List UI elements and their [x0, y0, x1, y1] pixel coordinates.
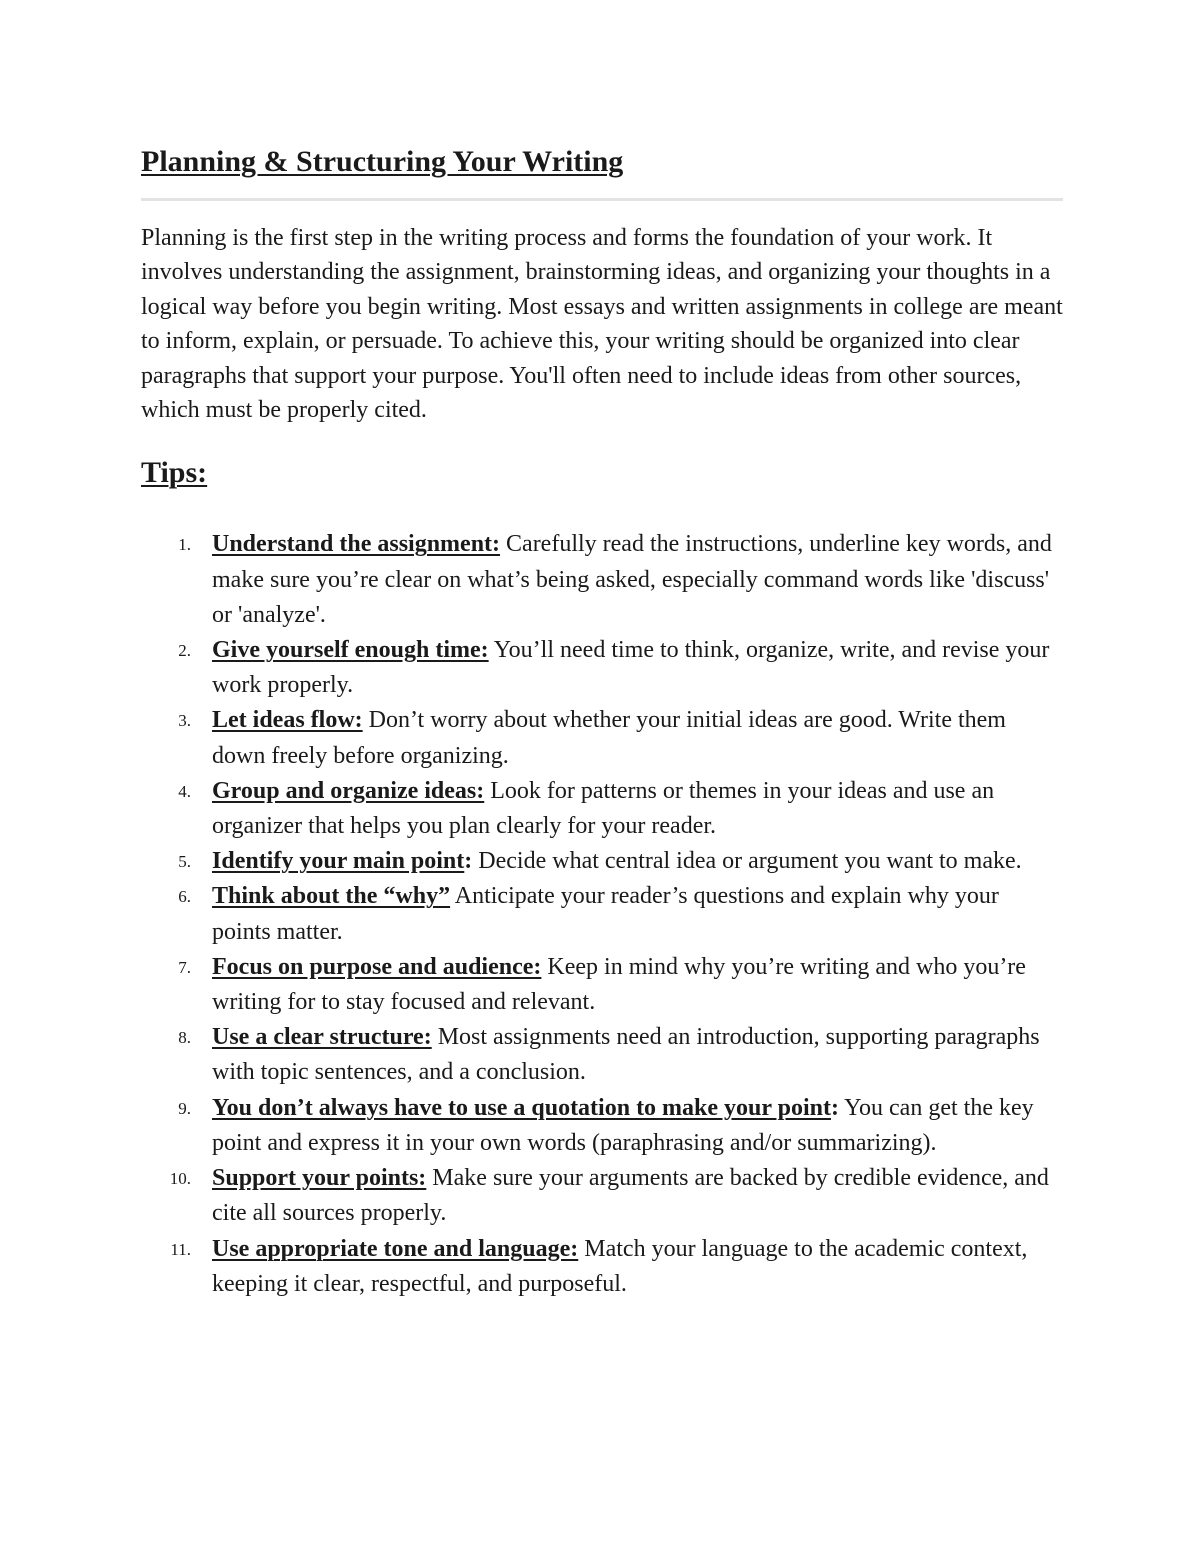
tip-item [141, 1020, 1063, 1090]
tip-text: Carefully read the instructions, underline key words, and make sure you’re clear on what’s being asked, especially command words like 'discuss' or 'analyze'. [212, 531, 1052, 628]
tip-text: Keep in mind why you’re writing and who you’re writing for to stay focused and relevant. [212, 953, 1026, 1016]
tip-text: Don’t worry about whether your initial ideas are good. Write them down freely before organizing. [212, 707, 1006, 769]
tip-number: 9. [178, 1098, 191, 1118]
title-divider [141, 198, 1063, 201]
tip-label: Support your points: [212, 1165, 427, 1192]
tip-colon: : [830, 1094, 839, 1121]
tip-item [141, 1232, 1063, 1302]
tip-text: Look for patterns or themes in your ideas and use an organizer that helps you plan clearly for your reader. [212, 777, 995, 840]
tip-item [141, 1161, 1063, 1231]
tip-label: Give yourself enough time: [212, 637, 489, 664]
tip-item [141, 633, 1063, 703]
tip-item [141, 1091, 1063, 1161]
tip-label: Think about the “why” [212, 883, 451, 910]
tip-label: Let ideas flow: [212, 707, 363, 734]
tips-list [141, 527, 1063, 1301]
tip-text: Make sure your arguments are backed by credible evidence, and cite all sources properly. [212, 1165, 1049, 1227]
tip-number: 5. [178, 852, 191, 872]
page-title: Planning & Structuring Your Writing [141, 145, 624, 178]
tip-label: Understand the assignment: [212, 531, 501, 558]
tip-item [141, 527, 1063, 633]
tip-number: 4. [178, 781, 191, 801]
tip-item [141, 879, 1063, 949]
tip-number: 1. [178, 535, 191, 555]
document-page [141, 140, 1063, 1302]
tip-number: 2. [178, 641, 191, 661]
tip-label: Group and organize ideas: [212, 777, 485, 804]
tip-number: 11. [170, 1239, 191, 1259]
tip-text: Decide what central idea or argument you want to make. [472, 848, 1022, 875]
tip-item [141, 774, 1063, 844]
tip-colon: : [464, 848, 473, 875]
tip-label: You don’t always have to use a quotation to make your point [212, 1094, 831, 1121]
tip-item [141, 950, 1063, 1020]
tip-label: Use a clear structure: [212, 1024, 432, 1051]
tip-item [141, 703, 1063, 773]
tip-number: 6. [178, 887, 191, 907]
tip-text: Most assignments need an introduction, supporting paragraphs with topic sentences, and a conclusion. [212, 1024, 1040, 1086]
tip-label: Identify your main point [212, 848, 465, 875]
tip-number: 3. [178, 711, 191, 731]
tip-text: You can get the key point and express it in your own words (paraphrasing and/or summarizing). [212, 1094, 1034, 1156]
tip-item [141, 844, 1063, 879]
tip-text: Anticipate your reader’s questions and explain why your points matter. [212, 883, 999, 945]
tip-label: Focus on purpose and audience: [212, 953, 542, 980]
tip-text: You’ll need time to think, organize, write, and revise your work properly. [212, 637, 1050, 699]
tip-number: 7. [178, 957, 191, 977]
tip-number: 10. [169, 1169, 191, 1189]
intro-paragraph: Planning is the first step in the writing process and forms the foundation of your work. It involves understanding the assignment, brainstorming ideas, and organizing your thoughts in a logical way before you begin writing. Most essays and written assignments in college are meant to inform, explain, or persuade. To achieve this, your writing should be organized into clear paragraphs that support your purpose. You'll often need to include ideas from other sources, which must be properly cited. [141, 225, 1063, 424]
tips-heading: Tips: [141, 456, 208, 490]
tip-label: Use appropriate tone and language: [212, 1235, 579, 1262]
tip-number: 8. [178, 1028, 191, 1048]
tip-text: Match your language to the academic context, keeping it clear, respectful, and purposeful. [212, 1235, 1028, 1297]
